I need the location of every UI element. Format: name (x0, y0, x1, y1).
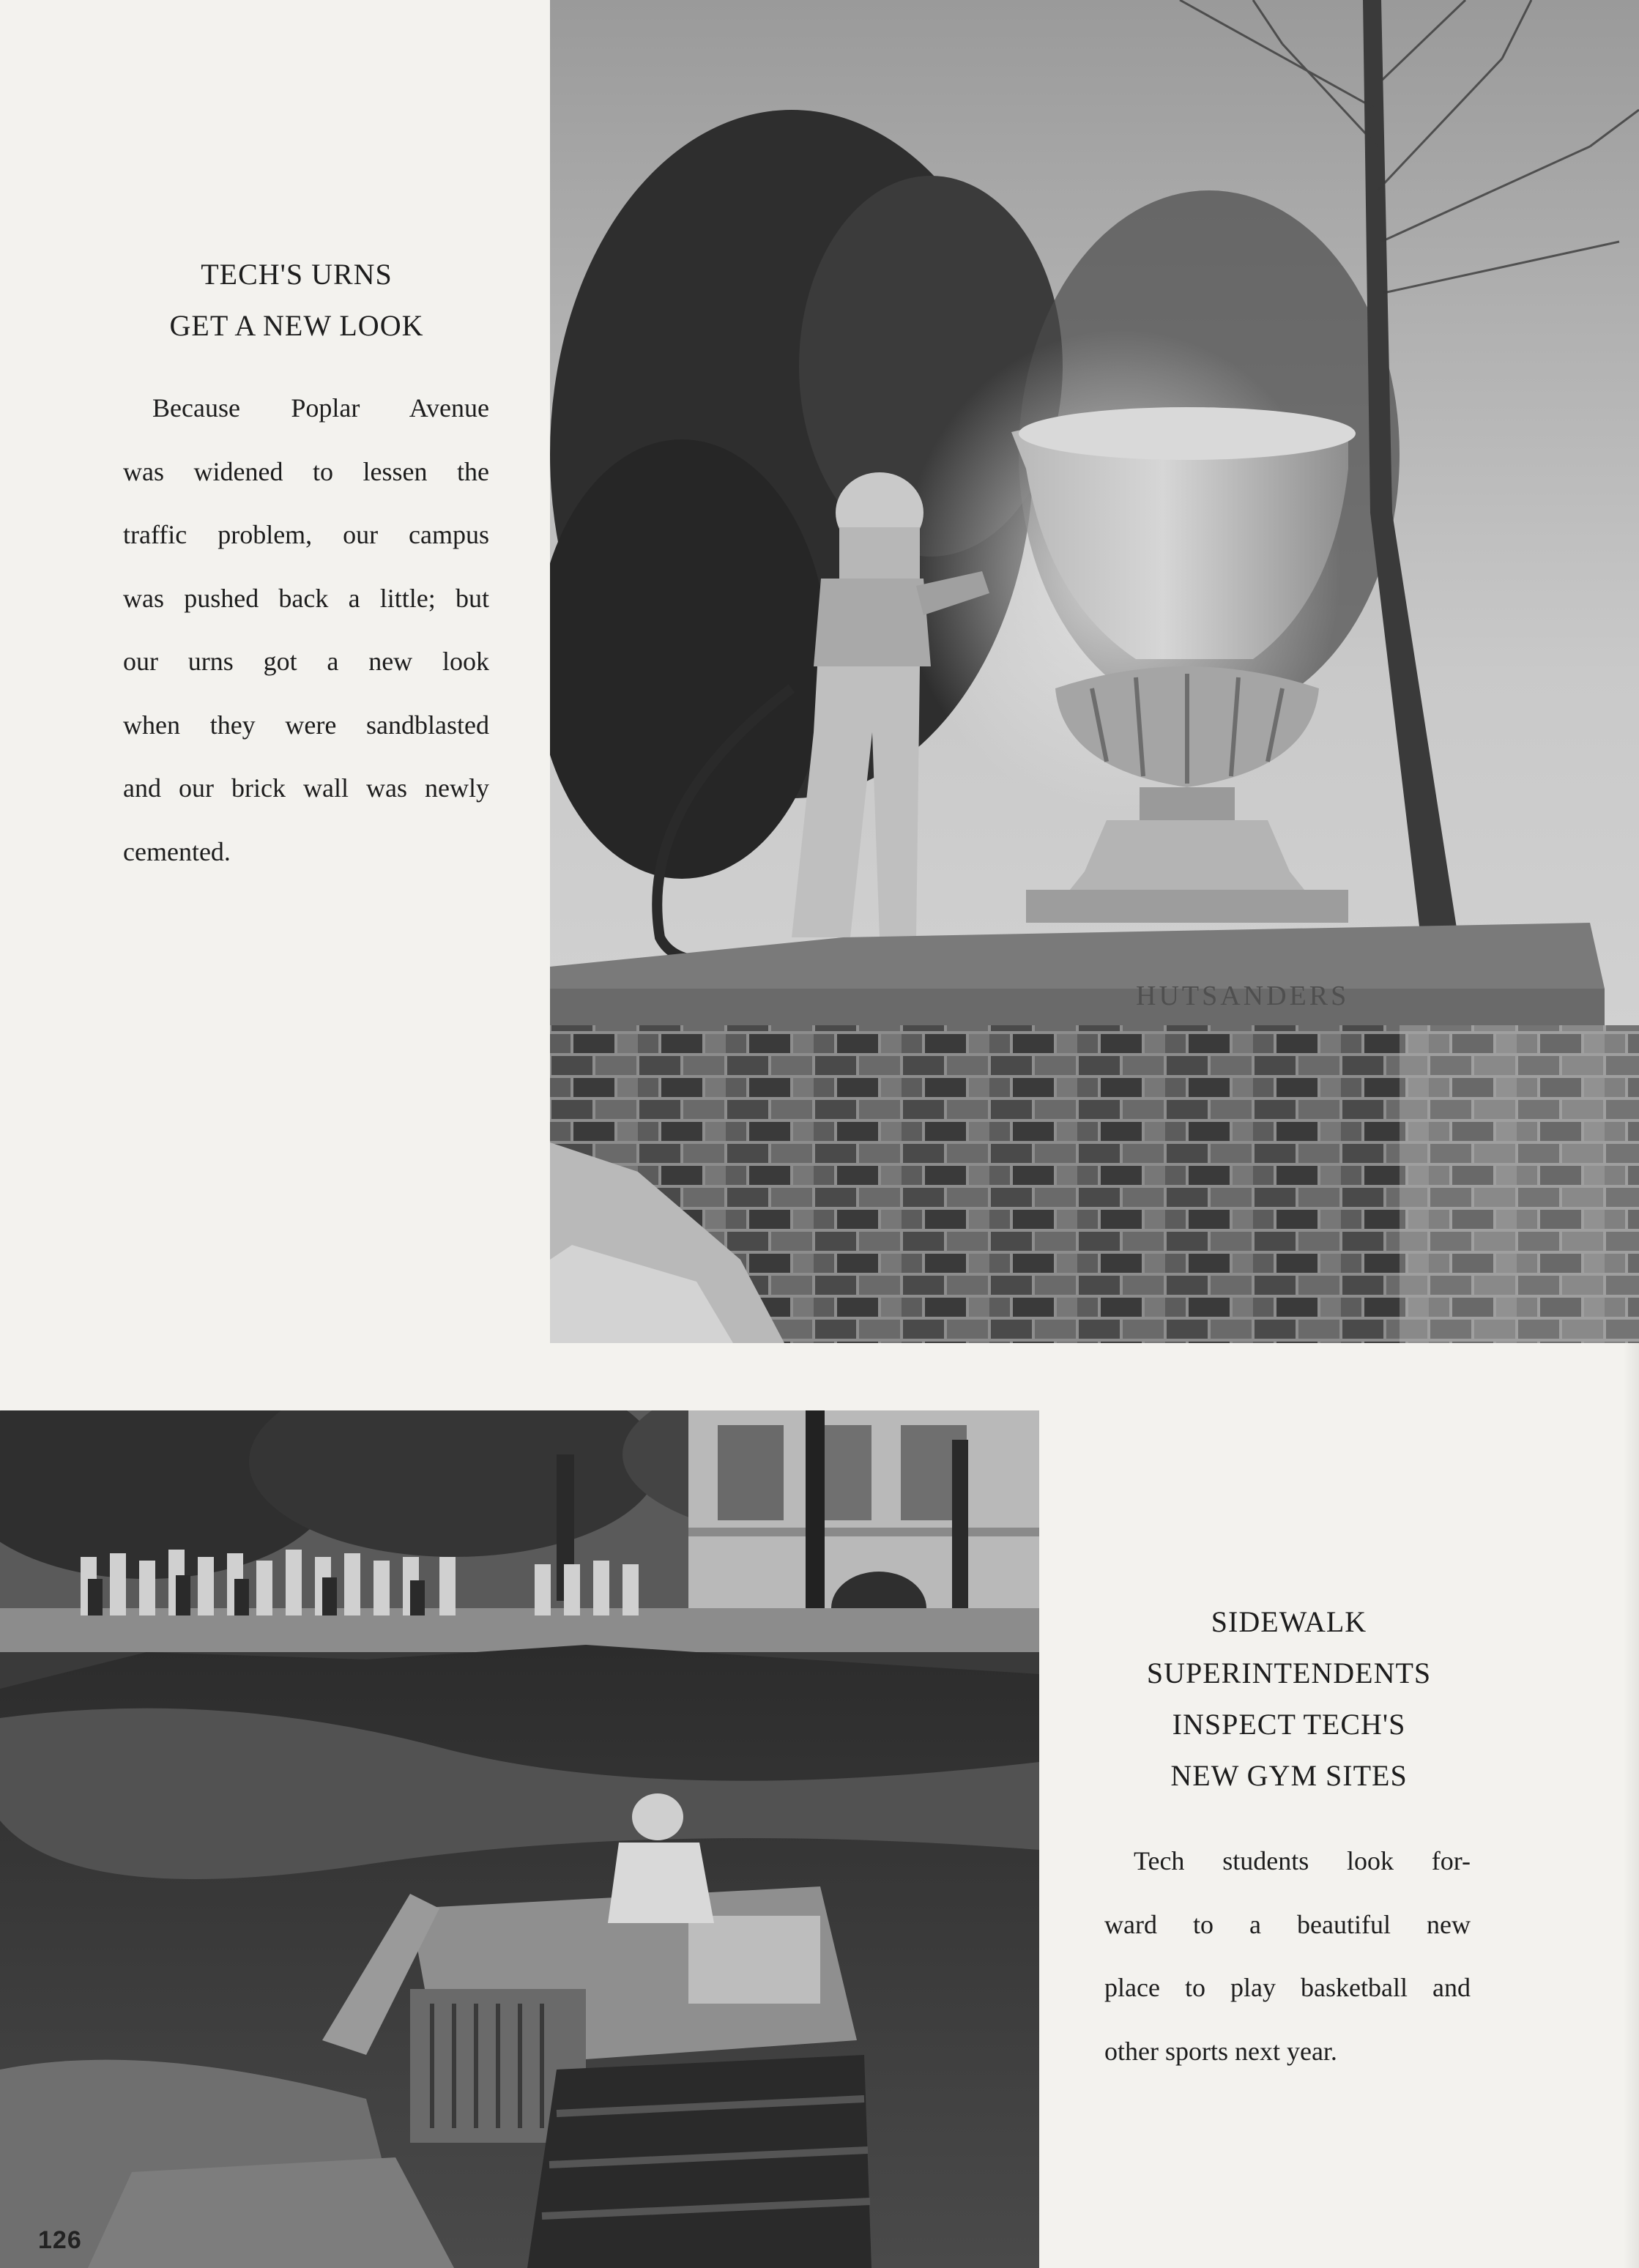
story1-heading-line: GET A NEW LOOK (169, 309, 424, 342)
urn-engraving: HUTSANDERS (1136, 981, 1350, 1011)
story2-heading-line: NEW GYM SITES (1170, 1759, 1408, 1792)
story2-heading (1091, 1596, 1487, 1802)
story1-body-line: traffic problem, our campus (123, 520, 489, 549)
story1-body-line: when they were sandblasted (123, 710, 489, 740)
story1-body-line: Because Poplar Avenue (152, 393, 489, 423)
story2-body-line: Tech students look for- (1134, 1846, 1471, 1875)
page-number: 126 (38, 2226, 82, 2254)
story1-heading (124, 249, 469, 352)
gym-site-bulldozer-photo (0, 1410, 1039, 2268)
story2-heading-line: SUPERINTENDENTS (1146, 1657, 1432, 1689)
story2-body-line: other sports next year. (1104, 2036, 1337, 2066)
story1-body-line: and our brick wall was newly (123, 773, 489, 803)
story1-heading-line: TECH'S URNS (201, 258, 393, 291)
story1-body (123, 376, 489, 883)
urn-sandblasting-photo (550, 0, 1639, 1343)
story1-body-line: cemented. (123, 836, 231, 866)
story1-body-line: our urns got a new look (123, 647, 489, 676)
story1-body-line: was widened to lessen the (123, 456, 489, 486)
story2-body-line: ward to a beautiful new (1104, 1909, 1471, 1939)
story2-heading-line: SIDEWALK (1211, 1605, 1367, 1638)
story2-body (1104, 1829, 1471, 2083)
story2-heading-line: INSPECT TECH'S (1172, 1708, 1406, 1741)
story1-body-line: was pushed back a little; but (123, 583, 489, 613)
story2-body-line: place to play basketball and (1104, 1973, 1471, 2002)
